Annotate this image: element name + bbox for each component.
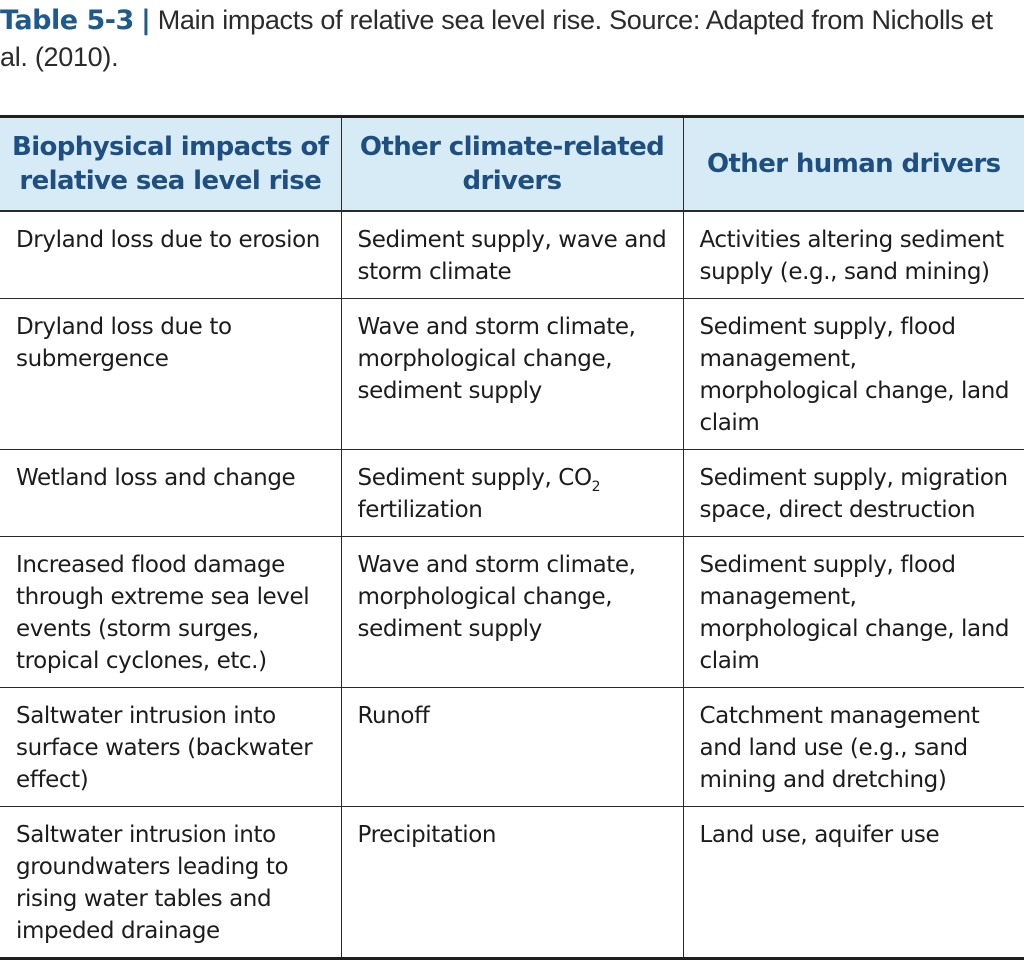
impacts-table xyxy=(0,115,1024,960)
climate-driver-cell: Runoff xyxy=(341,688,683,807)
climate-driver-cell xyxy=(341,450,683,537)
table-row xyxy=(0,211,1024,299)
impact-cell: Dryland loss due to erosion xyxy=(0,211,341,299)
impact-cell: Saltwater intrusion into groundwaters leading to rising water tables and impeded drainage xyxy=(0,807,341,959)
column-header-human-drivers: Other human drivers xyxy=(683,117,1024,212)
impact-cell: Increased flood damage through extreme sea level events (storm surges, tropical cyclones, etc.) xyxy=(0,537,341,688)
human-driver-cell: Land use, aquifer use xyxy=(699,822,940,848)
header-row xyxy=(0,117,1024,212)
table-row xyxy=(0,807,1024,959)
climate-driver-cell: Wave and storm climate, morphological change, sediment supply xyxy=(341,537,683,688)
human-driver-cell: Sediment supply, flood management, morphological change, land claim xyxy=(683,537,1024,688)
human-driver-cell: Catchment management and land use (e.g., sand mining and dretching) xyxy=(683,688,1024,807)
table-row xyxy=(0,688,1024,807)
table-number: Table 5-3 xyxy=(0,5,134,36)
caption-separator: | xyxy=(140,5,151,36)
impact-cell: Dryland loss due to submergence xyxy=(0,299,341,450)
human-driver-cell: Sediment supply, flood management, morphological change, land claim xyxy=(683,299,1024,450)
caption-text-line2: al. (2010). xyxy=(0,42,119,72)
climate-driver-cell: Precipitation xyxy=(341,807,683,959)
table-row xyxy=(0,537,1024,688)
table-caption xyxy=(0,2,1020,75)
column-header-climate-drivers: Other climate-related drivers xyxy=(341,117,683,212)
human-driver-cell: Activities altering sediment supply (e.g., sand mining) xyxy=(683,211,1024,299)
column-header-biophysical-impacts: Biophysical impacts of relative sea level rise xyxy=(0,117,341,212)
climate-driver-suffix: fertilization xyxy=(357,497,483,523)
caption-text-line1: Main impacts of relative sea level rise. Source: Adapted from Nicholls et xyxy=(150,5,993,35)
table-row xyxy=(0,299,1024,450)
impact-cell: Saltwater intrusion into surface waters (backwater effect) xyxy=(0,688,341,807)
climate-driver-cell: Wave and storm climate, morphological change, sediment supply xyxy=(341,299,683,450)
co2-subscript: 2 xyxy=(591,479,601,495)
table-row xyxy=(0,450,1024,537)
climate-driver-prefix: Sediment supply, CO xyxy=(357,465,592,491)
impact-cell: Wetland loss and change xyxy=(0,450,341,537)
human-driver-cell: Sediment supply, migration space, direct destruction xyxy=(683,450,1024,537)
climate-driver-cell: Sediment supply, wave and storm climate xyxy=(341,211,683,299)
